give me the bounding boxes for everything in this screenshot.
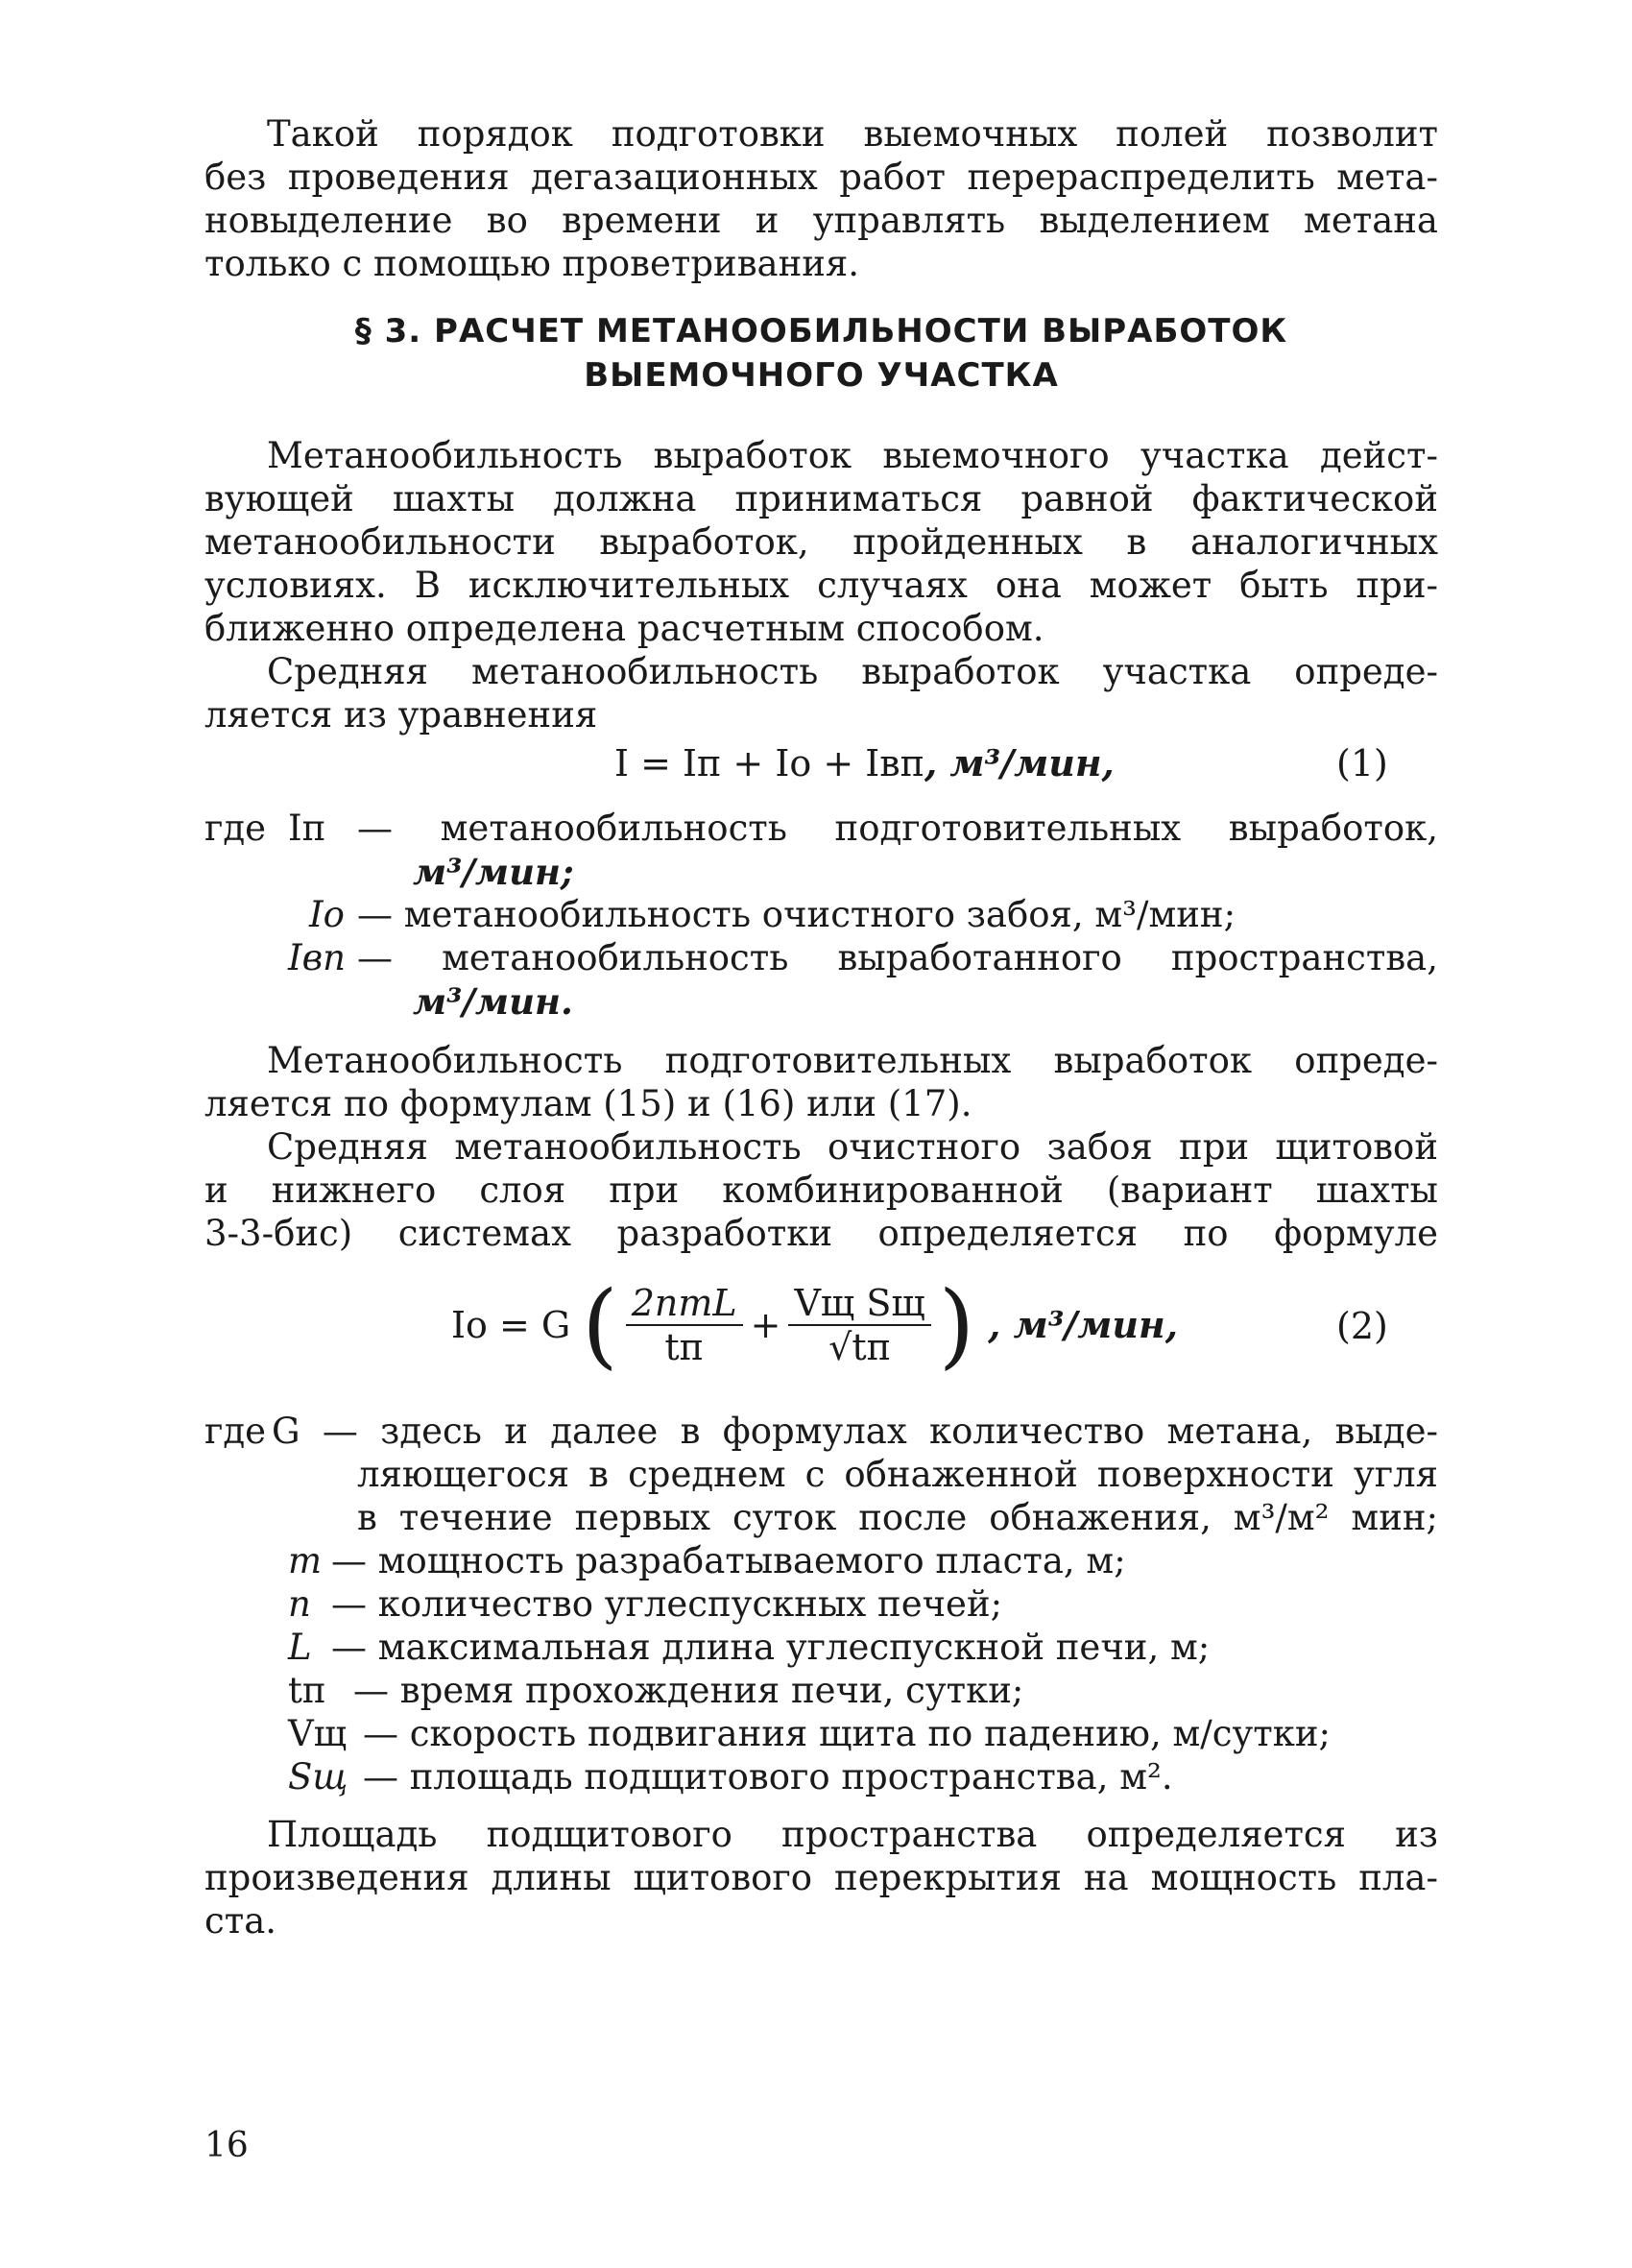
para5-line-3: ста. (204, 1900, 277, 1942)
para1-line-4: условиях. В исключительных случаях она может быть при- (204, 565, 1438, 606)
where-2-symbol-ssh: Sщ (288, 1756, 348, 1798)
where-2-text-n: — количество углеспускных печей; (331, 1583, 1003, 1625)
para2-line-1: Средняя метанообильность выработок участка опреде- (267, 651, 1438, 692)
para3-line-1: Метанообильность подготовительных выработок опреде- (267, 1040, 1438, 1081)
where-1-symbol-io: Iо (309, 894, 345, 935)
para2-line-2: ляется из уравнения (204, 694, 598, 736)
para5-line-2: произведения длины щитового перекрытия на мощность пла- (204, 1857, 1438, 1898)
equation-2-number: (2) (1336, 1305, 1388, 1347)
where-1-lead: где (204, 808, 267, 849)
para1-line-1: Метанообильность выработок выемочного участка дейст- (267, 435, 1438, 476)
where-1-text-io: — метанообильность очистного забоя, м³/мин; (357, 894, 1236, 935)
where-2-g-line-3: в течение первых суток после обнажения, м³/м² мин; (357, 1497, 1438, 1538)
right-paren: ) (938, 1271, 975, 1379)
where-2-symbol-n: n (288, 1583, 311, 1625)
para5-line-1: Площадь подщитового пространства определяется из (267, 1814, 1438, 1855)
where-2-text-tp: — время прохождения печи, сутки; (353, 1670, 1024, 1711)
fraction-2-numerator: Vщ Sщ (788, 1282, 930, 1326)
where-2-lead: где (204, 1411, 267, 1452)
equation-2-lhs: Iо = G (451, 1304, 571, 1346)
where-2-symbol-tp: tп (288, 1670, 326, 1711)
section-heading-line-1: § 3. РАСЧЕТ МЕТАНООБИЛЬНОСТИ ВЫРАБОТОК (354, 312, 1288, 350)
where-1-text-ivp: — метанообильность выработанного пространства, (357, 937, 1438, 978)
para1-line-3: метанообильности выработок, пройденных в аналогичных (204, 521, 1438, 563)
para3-line-2: ляется по формулам (15) и (16) или (17). (204, 1083, 972, 1124)
where-1-cont-ivp: м³/мин. (413, 980, 573, 1023)
where-2-text-m: — мощность разрабатываемого пласта, м; (331, 1540, 1126, 1581)
where-1-text-ip: — метанообильность подготовительных выработок, (357, 808, 1438, 849)
para4-line-3: 3-3-бис) системах разработки определяется по формуле (204, 1213, 1438, 1254)
where-2-text-ssh: — площадь подщитового пространства, м². (363, 1756, 1173, 1798)
where-2-symbol-l: L (288, 1627, 312, 1668)
equation-2 (451, 1267, 1178, 1383)
page-number: 16 (204, 2126, 249, 2165)
equation-1-body: I = Iп + Iо + Iвп (614, 742, 924, 784)
para1-line-2: вующей шахты должна приниматься равной фактической (204, 478, 1438, 519)
where-2-symbol-m: m (288, 1540, 323, 1581)
equation-1-unit: , м³/мин, (924, 741, 1115, 784)
where-1-symbol-ivp: Iвп (288, 937, 346, 978)
where-2-text-l: — максимальная длина углеспускной печи, м; (331, 1627, 1211, 1668)
intro-line-2: без проведения дегазационных работ перераспределить мета- (204, 157, 1438, 198)
equation-2-plus: + (750, 1304, 781, 1346)
where-2-g-line-1: G — здесь и далее в формулах количество метана, выде- (272, 1411, 1438, 1452)
where-1-cont-ip: м³/мин; (413, 851, 574, 893)
para1-line-5: ближенно определена расчетным способом. (204, 608, 1044, 649)
intro-line-1: Такой порядок подготовки выемочных полей позволит (267, 113, 1438, 155)
where-2-g-line-2: ляющегося в среднем с обнаженной поверхности угля (357, 1454, 1438, 1495)
equation-2-unit: , м³/мин, (988, 1303, 1178, 1346)
intro-line-3: новыделение во времени и управлять выделением метана (204, 200, 1438, 241)
where-2-text-vsh: — скорость подвигания щита по падению, м/сутки; (363, 1713, 1331, 1754)
para4-line-1: Средняя метанообильность очистного забоя при щитовой (267, 1126, 1438, 1168)
section-heading-line-2: ВЫЕМОЧНОГО УЧАСТКА (584, 356, 1059, 395)
fraction-1-denominator: tп (664, 1326, 704, 1368)
equation-1 (614, 741, 1115, 785)
intro-line-4: только с помощью проветривания. (204, 243, 860, 284)
equation-1-number: (1) (1336, 742, 1388, 784)
fraction-1-numerator: 2nmL (626, 1282, 743, 1326)
where-1-symbol-ip: Iп (288, 808, 326, 849)
fraction-2 (788, 1282, 930, 1368)
fraction-2-denominator: √tп (828, 1326, 891, 1368)
fraction-1 (626, 1282, 743, 1368)
para4-line-2: и нижнего слоя при комбинированной (вариант шахты (204, 1170, 1438, 1211)
left-paren: ( (582, 1271, 618, 1379)
where-2-symbol-vsh: Vщ (288, 1713, 348, 1754)
